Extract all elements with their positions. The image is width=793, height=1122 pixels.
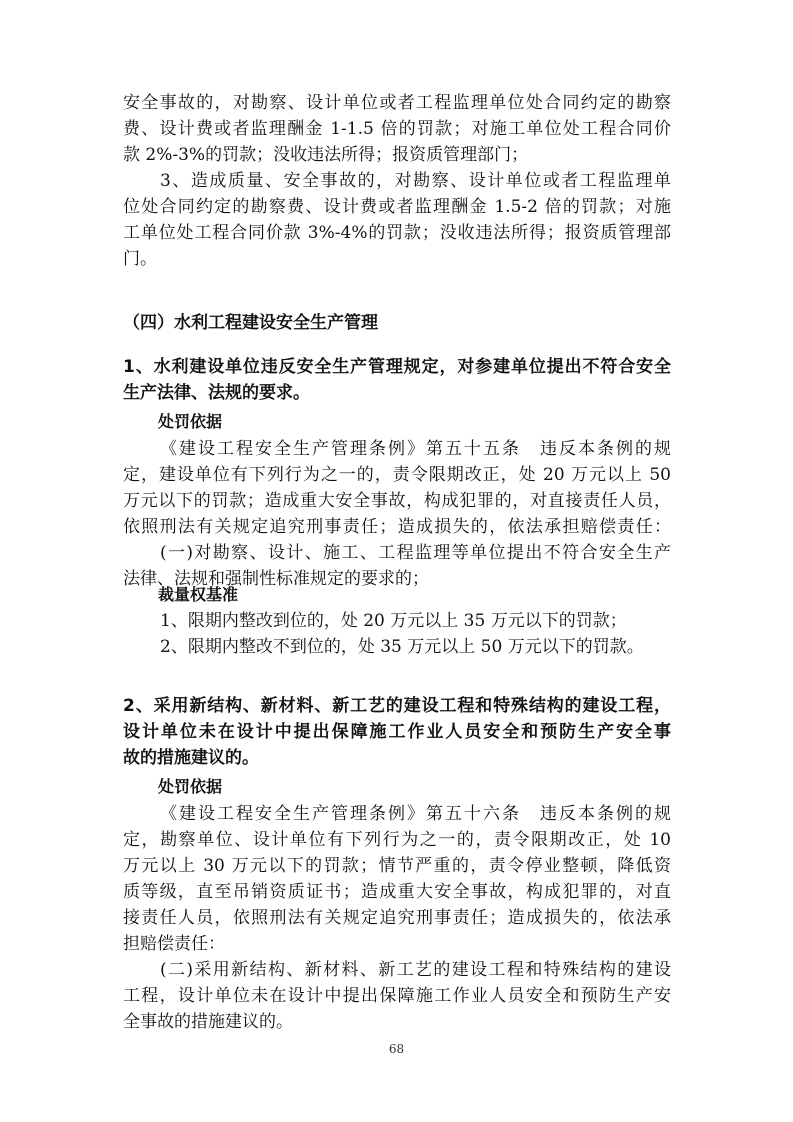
intro-line: 3、造成质量、安全事故的，对勘察、设计单位或者工程监理单 <box>160 171 671 191</box>
basis-line: 担赔偿责任： <box>123 934 225 954</box>
item-heading: 故的措施建议的。 <box>123 748 259 768</box>
discretion-line: 2、限期内整改不到位的，处 35 万元以上 50 万元以下的罚款。 <box>160 637 644 657</box>
basis-line: 《建设工程安全生产管理条例》第五十六条 违反本条例的规 <box>160 804 671 824</box>
basis-line: 接责任人员，依照刑法有关规定追究刑事责任；造成损失的，依法承 <box>123 908 671 928</box>
basis-label: 处罚依据 <box>158 777 223 796</box>
basis-line: 依照刑法有关规定追究刑事责任；造成损失的，依法承担赔偿责任： <box>123 517 671 537</box>
page-number: 68 <box>388 1042 405 1056</box>
basis-line: 全事故的措施建议的。 <box>123 1012 293 1032</box>
basis-line: 万元以下的罚款；造成重大安全事故，构成犯罪的，对直接责任人员， <box>123 491 671 511</box>
intro-line: 门。 <box>123 249 157 269</box>
discretion-line: 1、限期内整改到位的，处 20 万元以上 35 万元以下的罚款； <box>160 611 627 631</box>
intro-line: 款 2%-3%的罚款；没收违法所得；报资质管理部门； <box>123 145 529 165</box>
item-heading: 1、水利建设单位违反安全生产管理规定，对参建单位提出不符合安全 <box>123 357 671 377</box>
discretion-label: 裁量权基准 <box>158 585 239 604</box>
basis-line: 工程，设计单位未在设计中提出保障施工作业人员安全和预防生产安 <box>123 986 671 1006</box>
basis-line: 法律、法规和强制性标准规定的要求的； <box>123 569 429 589</box>
intro-line: 费、设计费或者监理酬金 1-1.5 倍的罚款；对施工单位处工程合同价 <box>123 119 671 139</box>
intro-line: 工单位处工程合同价款 3%-4%的罚款；没收违法所得；报资质管理部 <box>123 223 671 243</box>
section-title: （四）水利工程建设安全生产管理 <box>123 313 378 333</box>
basis-line: 《建设工程安全生产管理条例》第五十五条 违反本条例的规 <box>160 439 671 459</box>
basis-line: (二)采用新结构、新材料、新工艺的建设工程和特殊结构的建设 <box>160 960 671 980</box>
item-heading: 2、采用新结构、新材料、新工艺的建设工程和特殊结构的建设工程， <box>123 696 671 716</box>
item-heading: 生产法律、法规的要求。 <box>123 383 310 403</box>
basis-line: 质等级，直至吊销资质证书；造成重大安全事故，构成犯罪的，对直 <box>123 882 671 902</box>
basis-line: (一)对勘察、设计、施工、工程监理等单位提出不符合安全生产 <box>160 543 671 563</box>
intro-line: 位处合同约定的勘察费、设计费或者监理酬金 1.5-2 倍的罚款；对施 <box>123 197 671 217</box>
basis-line: 定，建设单位有下列行为之一的，责令限期改正，处 20 万元以上 50 <box>123 465 671 485</box>
basis-line: 定，勘察单位、设计单位有下列行为之一的，责令限期改正，处 10 <box>123 830 671 850</box>
basis-label: 处罚依据 <box>158 412 223 431</box>
intro-line: 安全事故的，对勘察、设计单位或者工程监理单位处合同约定的勘察 <box>123 93 671 113</box>
basis-line: 万元以上 30 万元以下的罚款；情节严重的，责令停业整顿，降低资 <box>123 856 671 876</box>
item-heading: 设计单位未在设计中提出保障施工作业人员安全和预防生产安全事 <box>123 722 671 742</box>
